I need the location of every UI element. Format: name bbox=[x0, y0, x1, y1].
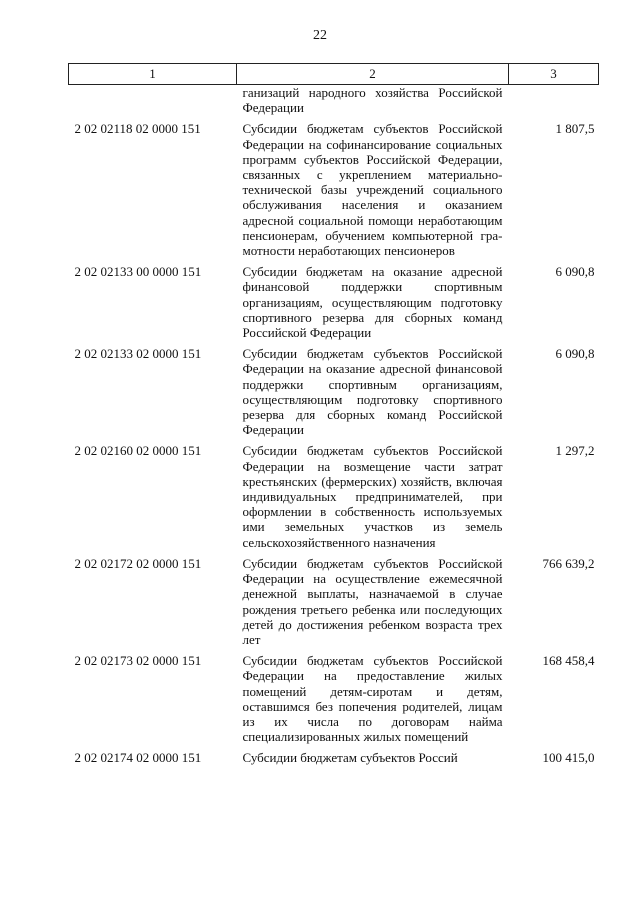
row-code bbox=[69, 85, 237, 122]
row-name: Субсидии бюджетам субъектов Россий bbox=[242, 750, 458, 766]
row-code: 2 02 02160 02 0000 151 bbox=[74, 443, 202, 459]
row-code: 2 02 02173 02 0000 151 bbox=[74, 653, 202, 669]
row-name: Субсидии бюджетам субъектов Российской Федерации на оказание адресной финансовой поддержки спортивным организациям, осуществляющим подготовку спортивного резерва для сборных команд Российской Федерации bbox=[242, 346, 503, 438]
row-value bbox=[509, 85, 599, 122]
table-row bbox=[69, 346, 599, 443]
table-header-row bbox=[69, 64, 599, 85]
table-row bbox=[69, 556, 599, 653]
row-value: 100 415,0 bbox=[542, 750, 595, 766]
row-value: 168 458,4 bbox=[542, 653, 595, 669]
row-code: 2 02 02133 02 0000 151 bbox=[74, 346, 202, 362]
row-code: 2 02 02133 00 0000 151 bbox=[74, 264, 202, 280]
row-name: Субсидии бюджетам субъектов Российской Федерации на предоставление жилых помещений детям-сиротам и детям, оставшимся без попечения родителей, лицам из их числа по договорам найма специализированных жилых помещений bbox=[242, 653, 503, 745]
row-value: 6 090,8 bbox=[555, 346, 595, 362]
row-value: 1 297,2 bbox=[555, 443, 595, 459]
column-header-3: 3 bbox=[509, 64, 599, 85]
budget-table bbox=[68, 63, 599, 766]
column-header-1: 1 bbox=[69, 64, 237, 85]
row-code: 2 02 02118 02 0000 151 bbox=[74, 121, 201, 137]
table-row bbox=[69, 443, 599, 555]
table-row bbox=[69, 264, 599, 346]
row-name: Субсидии бюджетам субъектов Российской Федерации на возмещение части затрат крестьянских (фермерских) хозяйств, включая индивидуальных предпринимателей, при оформлении в собственность используемых ими земельных участков из земель сельскохозяйственного назначения bbox=[242, 443, 503, 550]
row-code: 2 02 02172 02 0000 151 bbox=[74, 555, 202, 571]
row-value: 6 090,8 bbox=[555, 264, 595, 280]
row-code: 2 02 02174 02 0000 151 bbox=[74, 750, 202, 766]
row-value: 766 639,2 bbox=[542, 555, 595, 571]
row-name: ганизаций народного хозяйства Российской Федерации bbox=[242, 85, 503, 116]
column-header-2: 2 bbox=[237, 64, 509, 85]
table-row bbox=[69, 750, 599, 765]
row-name: Субсидии бюджетам на оказание адресной финансовой поддержки спортивным организациям, осуществляющим подготовку спортивного резерва для сборных команд Российской Федерации bbox=[242, 264, 503, 341]
table-row bbox=[69, 85, 599, 122]
row-name: Субсидии бюджетам субъектов Российской Федерации на осуществление ежемесячной денежной выплаты, назначаемой в случае рождения третьего ребенка или последующих детей до достижения ребенком возраста трех лет bbox=[242, 555, 503, 647]
table-row bbox=[69, 653, 599, 750]
row-value: 1 807,5 bbox=[555, 121, 595, 137]
page-number: 22 bbox=[313, 28, 327, 43]
row-name: Субсидии бюджетам субъектов Российской Федерации на софинансирование социальных программ субъектов Российской Федерации, связанных с укреплением материально-технической базы учреждений социального обслуживания населения и оказанием адресной социальной помощи неработающим пенсионерам, обучением компьютерной грамотности неработающих пенсионеров bbox=[242, 121, 503, 259]
table-row bbox=[69, 121, 599, 264]
